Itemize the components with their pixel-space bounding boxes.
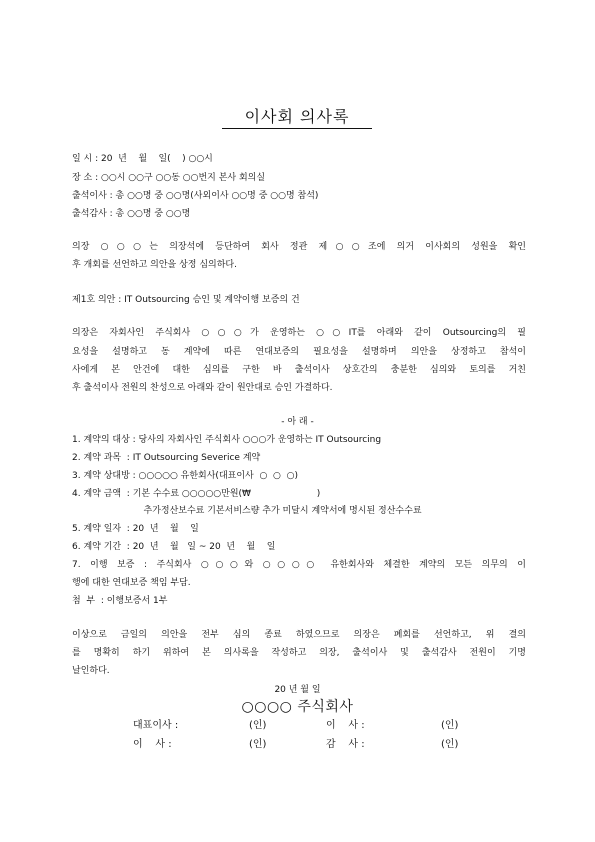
item-contract-period: 6. 계약 기간 : 20 년 월 일 ~ 20 년 월 일 [72,542,276,552]
closing-line-2: 를 명확히 하기 위하여 본 의사록을 작성하고 의장, 출석이사 및 출석감사 전원이 기명 [72,648,526,658]
closing-line-1: 이상으로 금일의 의안을 전부 심의 종료 하였으므로 의장은 폐회를 선언하고, 위 결의 [72,630,526,640]
item-performance-guarantee: 7. 이행 보증 : 주식회사 ○○○와 ○○○○ 유한회사와 체결한 계약의 모든 의무의 이 [72,560,526,570]
below-heading: - 아 래 - [281,417,314,427]
item-contract-amount-extra: 추가정산보수료 기본서비스량 추가 미달시 계약서에 명시된 정산수수료 [72,506,422,516]
attending-auditors: 출석감사 : 총 ○○명 중 ○○명 [72,209,191,219]
resolution-line-3: 사에게 본 안건에 대한 심의를 구한 바 출석이사 상호간의 충분한 심의와 토의를 거친 [72,365,526,375]
resolution-line-2: 요성을 설명하고 동 계약에 따른 연대보증의 필요성을 설명하며 의안을 상정하고 참석이 [72,347,526,357]
signature-label-ceo: 대표이사 : [133,720,179,731]
seal-director-2: (인) [249,739,267,750]
title-underline [222,128,372,129]
signature-label-auditor: 감 사 : [326,739,365,750]
sign-date: 20 년 월 일 [274,685,321,695]
seal-director-1: (인) [441,720,459,731]
company-name: ○○○○ 주식회사 [241,699,354,715]
document-title: 이사회 의사록 [244,107,350,126]
resolution-line-4: 후 출석이사 전원의 찬성으로 아래와 같이 원안대로 승인 가결하다. [72,383,333,393]
item-contract-date: 5. 계약 일자 : 20 년 월 일 [72,524,199,534]
signature-label-director-1: 이 사 : [326,720,365,731]
item-performance-guarantee-cont: 행에 대한 연대보증 책임 부담. [72,578,191,588]
seal-ceo: (인) [249,720,267,731]
opening-line-2: 후 개회를 선언하고 의안을 상정 심의하다. [72,260,237,270]
resolution-line-1: 의장은 자회사인 주식회사 ○○○가 운영하는 ○○IT를 아래와 같이 Outsourcing의 필 [72,328,526,338]
closing-line-3: 날인하다. [72,666,110,676]
item-contract-subject: 1. 계약의 대상 : 당사의 자회사인 주식회사 ○○○가 운영하는 IT Outsourcing [72,435,382,445]
item-attachment: 첨 부 : 이행보증서 1부 [72,596,168,606]
signature-label-director-2: 이 사 : [133,739,172,750]
item-contract-amount: 4. 계약 금액 : 기본 수수료 ○○○○○만원(₩ ) [72,489,321,499]
item-contract-party: 3. 계약 상대방 : ○○○○○ 유한회사(대표이사 ○ ○ ○) [72,471,298,481]
meeting-place: 장 소 : ○○시 ○○구 ○○동 ○○번지 본사 회의실 [72,173,266,183]
opening-line-1: 의장 ○○○는 의장석에 등단하여 회사 정관 제○○조에 의거 이사회의 성원을 확인 [72,242,526,252]
seal-auditor: (인) [441,739,459,750]
attending-directors: 출석이사 : 총 ○○명 중 ○○명(사외이사 ○○명 중 ○○명 참석) [72,191,319,201]
meeting-date: 일 시 : 20 년 월 일( ) ○○시 [72,154,213,164]
item-contract-account: 2. 계약 과목 : IT Outsourcing Severice 계약 [72,453,261,463]
agenda-title: 제1호 의안 : IT Outsourcing 승인 및 계약이행 보증의 건 [72,295,300,305]
